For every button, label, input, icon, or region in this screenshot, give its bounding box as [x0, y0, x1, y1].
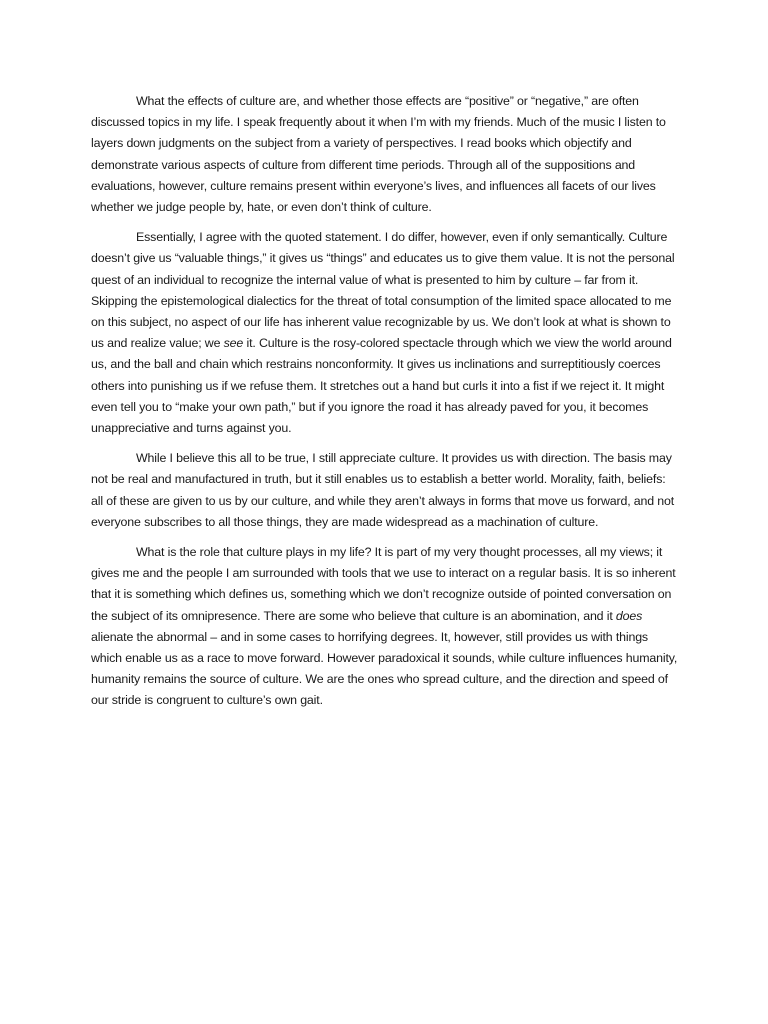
emphasized-word-see: see: [223, 336, 244, 351]
paragraph-3-text: While I believe this all to be true, I still appreciate culture. It provides us with direction. The basis may not be real and manufactured in truth, but it still enables us to establish a better world. Morality, faith, beliefs: all of these are given to us by our culture, and while they aren’t always in forms that move us forward, and not everyone subscribes to all those things, they are made widespread as a machination of culture.: [91, 451, 675, 529]
paragraph-4-text-end: alienate the abnormal – and in some cases to horrifying degrees. It, however, still provides us with things which enable us as a race to move forward. However paradoxical it sounds, while culture influences humanity, humanity remains the source of culture. We are the ones who spread culture, and the direction and speed of our stride is congruent to culture’s own gait.: [91, 629, 678, 708]
paragraph-2: [91, 227, 679, 439]
essay-body: [91, 91, 679, 721]
paragraph-2-text-end: it. Culture is the rosy-colored spectacle through which we view the world around us, and the ball and chain which restrains nonconformity. It gives us inclinations and surreptitiously coerces others into punishing us if we refuse them. It stretches out a hand but curls it into a fist if we reject it. It might even tell you to “make your own path,” but if you ignore the road it has already paved for you, it becomes unappreciative and turns against you.: [91, 336, 672, 436]
paragraph-2-text-start: Essentially, I agree with the quoted statement. I do differ, however, even if only semantically. Culture doesn’t give us “valuable things,” it gives us “things” and educates us to give them value. It is not the personal quest of an individual to recognize the internal value of what is presented to him by culture – far from it. Skipping the epistemological dialectics for the threat of total consumption of the limited space allocated to me on this subject, no aspect of our life has inherent value recognizable by us. We don’t look at what is shown to us and realize value; we: [91, 230, 675, 351]
paragraph-1: [91, 91, 679, 218]
paragraph-3: [91, 448, 679, 533]
paragraph-1-text: What the effects of culture are, and whether those effects are “positive” or “negative,” are often discussed topics in my life. I speak frequently about it when I’m with my friends. Much of the music I listen to layers down judgments on the subject from a variety of perspectives. I read books which objectify and demonstrate various aspects of culture from different time periods. Through all of the suppositions and evaluations, however, culture remains present within everyone’s lives, and influences all facets of our lives whether we judge people by, hate, or even don’t think of culture.: [91, 94, 666, 215]
emphasized-word-does: does: [615, 608, 643, 623]
paragraph-4: [91, 542, 679, 712]
paragraph-4-text-start: What is the role that culture plays in my life? It is part of my very thought processes, all my views; it gives me and the people I am surrounded with tools that we use to interact on a regular basis. It is so inherent that it is something which defines us, something which we don’t recognize outside of pointed conversation on the subject of its omnipresence. There are some who believe that culture is an abomination, and it: [91, 545, 676, 623]
